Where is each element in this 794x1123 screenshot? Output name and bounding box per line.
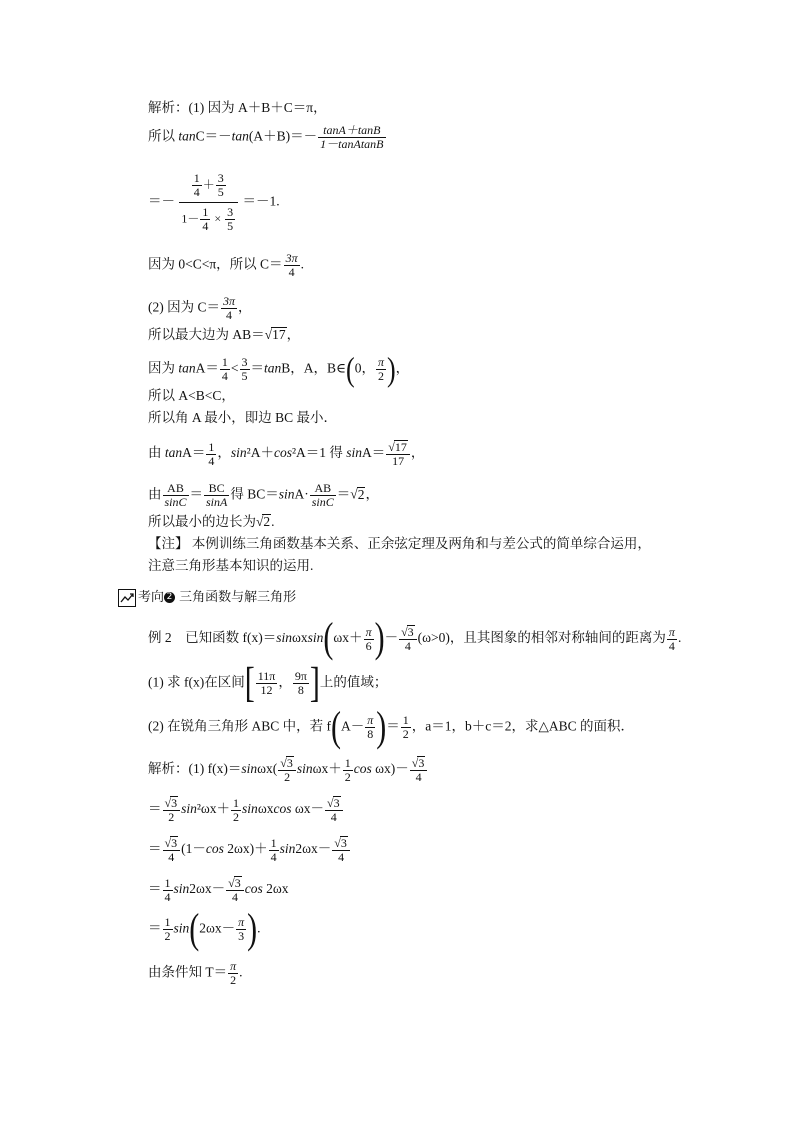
solution-line-9: 所以角 A 最小，即边 BC 最小． [148,410,338,425]
solution-line-1: 解析：(1) 因为 A＋B＋C＝π， [148,100,327,115]
example-2-solution-line-2: ＝ $\frac{√3}{2}$ sin²ωx＋ $\frac{1}{2}$ sinωxcos ωx－ $\frac{√3}{4}$ [148,796,344,824]
section-heading: 考向 2 三角函数与解三角形 [118,586,296,607]
fraction-tan-sum: $\frac{\tan A+\tan B}{\text{1－tanAtanB}}$ [320,123,384,151]
example-2-solution-line-6: 由条件知 T＝ $\frac{\pi}{2}$ . [148,959,243,987]
solution-line-7: 因为 tanA＝ $\frac{1}{4}$ < $\frac{3}{5}$ ＝tanB，A，B∈(0， $\frac{\pi}{2}$ )， [148,350,410,388]
section-number-badge: 2 [164,592,175,603]
example-2-solution-line-1: 解析：(1) f(x)＝sinωx( $\frac{√3}{2}$ sinωx＋ $\frac{1}{2}$ cos ωx)－ $\frac{√3}{4}$ [148,756,428,784]
solution-line-2: 所以 tanC＝－tan(A＋B)＝－ $\frac{\tan A+\tan B}{\text{1－tanAtanB}}$ [148,123,384,151]
solution-line-11: 由 $\frac{AB}{\sin C}$ ＝ $\frac{BC}{\sin A}$ 得 BC＝sinA· $\frac{AB}{\sin C}$ ＝√2， [148,481,379,509]
example-2-solution-line-5: ＝ $\frac{1}{2}$ sin(2ωx－ $\frac{\pi}{3}$ ). [148,905,261,952]
example-2-solution-line-4: ＝ $\frac{1}{4}$ sin2ωx－ $\frac{√3}{4}$ cos 2ωx [148,875,289,904]
solution-line-4: 因为 0<C<π，所以 C＝ $\frac{3\pi}{4}$ . [148,251,304,279]
example-2-statement: 例 2 已知函数 f(x)＝sinωxsin(ωx＋ $\frac{\pi}{6}$ )－ $\frac{√3}{4}$ (ω>0)，且其图象的相邻对称轴间的距离为 $\frac{\pi}{4}$ . [148,615,682,662]
example-2-solution-line-3: ＝ $\frac{√3}{4}$ (1－cos 2ωx)＋ $\frac{1}{4}$ sin2ωx－ $\frac{√3}{4}$ [148,836,351,864]
solution-line-10: 由 tanA＝ $\frac{1}{4}$ ，sin²A＋cos²A＝1 得 sinA＝ $\frac{√17}{17}$ ， [148,439,425,468]
solution-line-3: ＝－ $\frac{1}{4}$ ＋ $\frac{3}{5}$ 1－ $\frac{1}{4}$ × $\frac{3}{5}$ ＝－1. [148,171,280,233]
solution-line-5: (2) 因为 C＝ $\frac{3\pi}{4}$ ， [148,294,252,322]
example-2-question-2: (2) 在锐角三角形 ABC 中，若 f(A－ $\frac{\pi}{8}$ )＝ $\frac{1}{2}$ ，a＝1，b＋c＝2，求△ABC 的面积． [148,703,635,750]
complex-fraction: $\frac{1}{4}$ ＋ $\frac{3}{5}$ 1－ $\frac{1}{4}$ × $\frac{3}{5}$ [179,172,238,233]
example-2-question-1: (1) 求 f(x)在区间[ $\frac{11\pi}{12}$ ， $\frac{9\pi}{8}$ ]上的值域； [148,659,388,706]
note-line-1: 【注】 本例训练三角函数基本关系、正余弦定理及两角和与差公式的简单综合运用， [148,536,651,551]
solution-line-8: 所以 A<B<C， [148,388,235,403]
note-line-2: 注意三角形基本知识的运用. [148,558,314,573]
solution-line-12: 所以最小的边长为√2. [148,514,275,529]
solution-line-6: 所以最大边为 AB＝√17， [148,327,301,342]
trend-chart-icon [118,589,136,607]
